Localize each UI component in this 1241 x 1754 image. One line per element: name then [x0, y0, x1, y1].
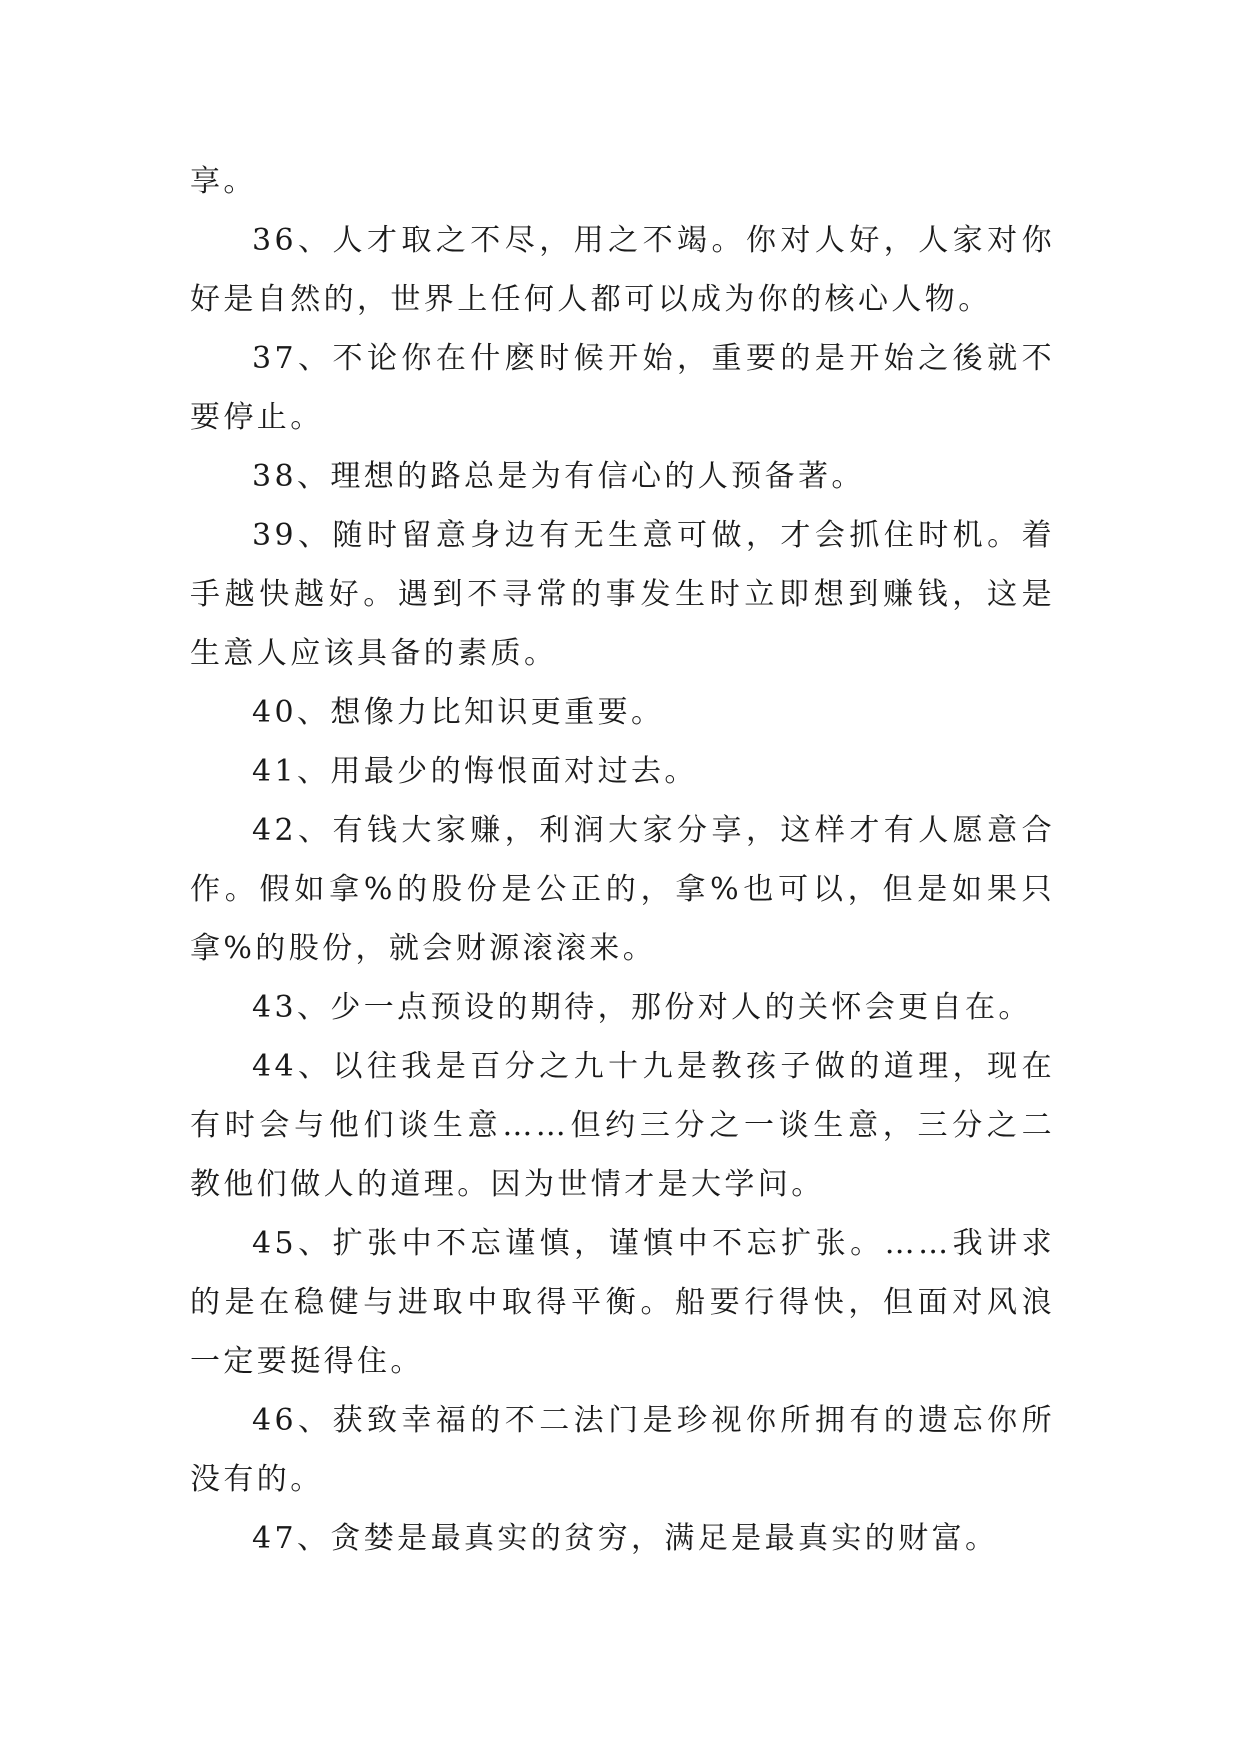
paragraph-quote-39: 39、随时留意身边有无生意可做，才会抓住时机。着手越快越好。遇到不寻常的事发生时立即想到赚钱，这是生意人应该具备的素质。 [190, 518, 1055, 671]
document-body [190, 152, 1055, 1568]
paragraph-quote-47: 47、贪婪是最真实的贫穷，满足是最真实的财富。 [252, 1521, 999, 1556]
paragraph-quote-42: 42、有钱大家赚，利润大家分享，这样才有人愿意合作。假如拿%的股份是公正的，拿%也可以，但是如果只拿%的股份，就会财源滚滚来。 [190, 813, 1055, 966]
paragraph-quote-40: 40、想像力比知识更重要。 [252, 695, 665, 730]
paragraph-quote-45: 45、扩张中不忘谨慎，谨慎中不忘扩张。……我讲求的是在稳健与进取中取得平衡。船要行得快，但面对风浪一定要挺得住。 [190, 1226, 1055, 1379]
paragraph-quote-36: 36、人才取之不尽，用之不竭。你对人好，人家对你好是自然的，世界上任何人都可以成为你的核心人物。 [190, 223, 1055, 317]
paragraph-continuation: 享。 [190, 164, 257, 199]
paragraph-quote-37: 37、不论你在什麽时候开始，重要的是开始之後就不要停止。 [190, 341, 1055, 435]
paragraph-quote-38: 38、理想的路总是为有信心的人预备著。 [252, 459, 865, 494]
paragraph-quote-46: 46、获致幸福的不二法门是珍视你所拥有的遗忘你所没有的。 [190, 1403, 1055, 1497]
paragraph-quote-41: 41、用最少的悔恨面对过去。 [252, 754, 698, 789]
paragraph-quote-44: 44、以往我是百分之九十九是教孩子做的道理，现在有时会与他们谈生意……但约三分之一谈生意，三分之二教他们做人的道理。因为世情才是大学问。 [190, 1049, 1055, 1202]
paragraph-quote-43: 43、少一点预设的期待，那份对人的关怀会更自在。 [252, 990, 1032, 1025]
